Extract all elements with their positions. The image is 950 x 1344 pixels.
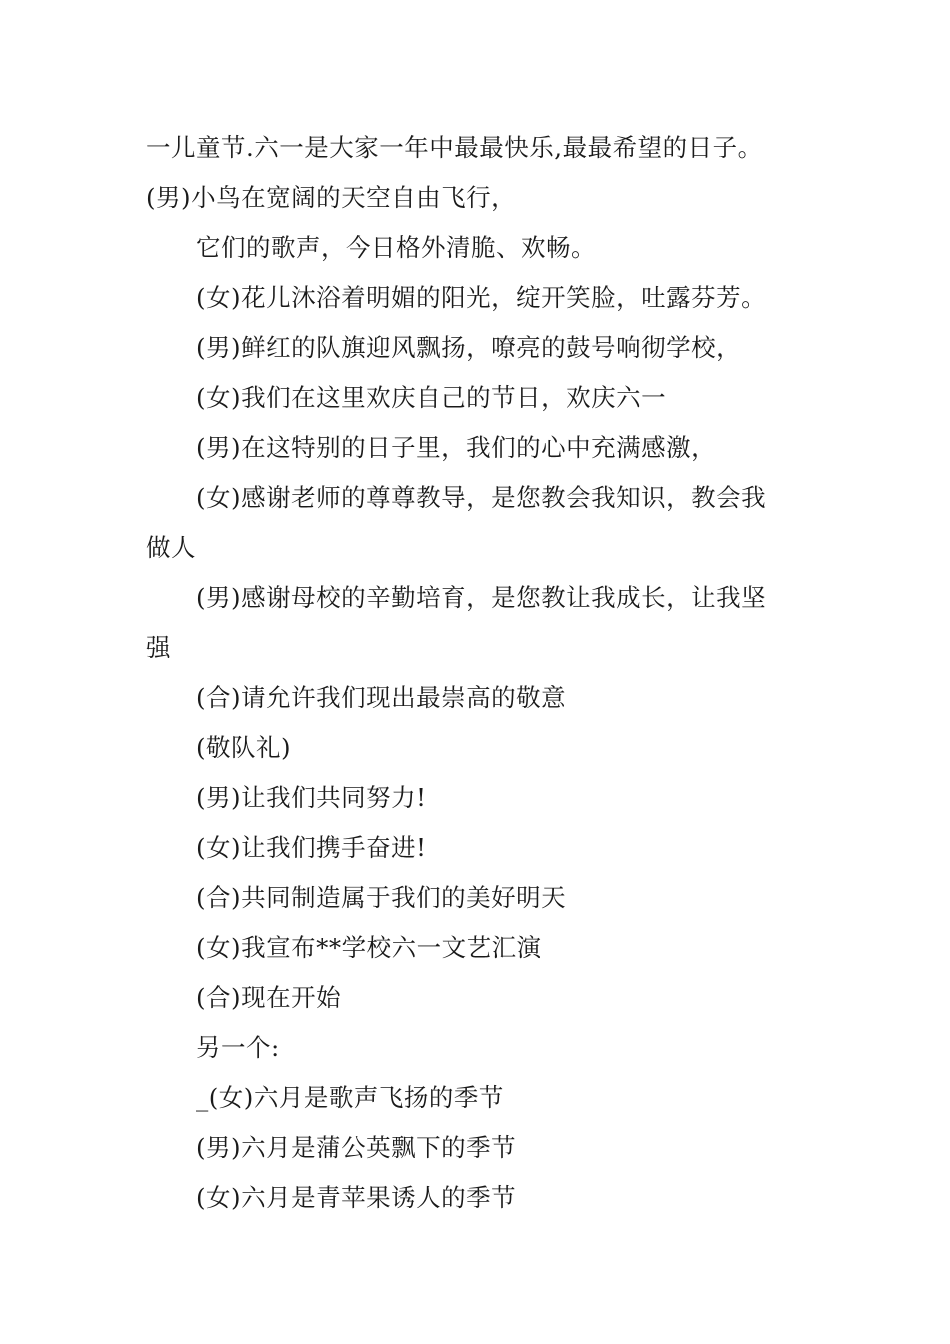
text-line: (男)小鸟在宽阔的天空自由飞行， <box>146 183 517 212</box>
text-line: (女)我们在这里欢庆自己的节日，欢庆六一 <box>196 383 667 412</box>
text-line: (女)六月是青苹果诱人的季节 <box>196 1183 517 1212</box>
text-line: (女)感谢老师的尊尊教导，是您教会我知识，教会我 <box>196 483 767 512</box>
text-line: 它们的歌声，今日格外清脆、欢畅。 <box>196 233 596 262</box>
text-line: 做人 <box>146 533 196 562</box>
text-line: (合)请允许我们现出最崇高的敬意 <box>196 683 567 712</box>
text-line: (女)花儿沐浴着明媚的阳光，绽开笑脸，吐露芬芳。 <box>196 283 767 312</box>
text-line: 强 <box>146 633 171 662</box>
text-line: (敬队礼) <box>196 733 292 762</box>
text-line: (女)让我们携手奋进! <box>196 833 427 862</box>
text-line: (男)六月是蒲公英飘下的季节 <box>196 1133 517 1162</box>
text-line: (女)我宣布**学校六一文艺汇演 <box>196 933 542 962</box>
text-line: _(女)六月是歌声飞扬的季节 <box>196 1083 504 1112</box>
text-line: (男)感谢母校的辛勤培育，是您教让我成长，让我坚 <box>196 583 767 612</box>
text-line: 一儿童节.六一是大家一年中最最快乐,最最希望的日子。 <box>146 133 763 162</box>
text-line: 另一个: <box>196 1033 280 1062</box>
text-line: (男)让我们共同努力! <box>196 783 427 812</box>
text-line: (合)共同制造属于我们的美好明天 <box>196 883 567 912</box>
text-line: (合)现在开始 <box>196 983 342 1012</box>
text-line: (男)鲜红的队旗迎风飘扬，嘹亮的鼓号响彻学校， <box>196 333 742 362</box>
text-line: (男)在这特别的日子里，我们的心中充满感激， <box>196 433 717 462</box>
